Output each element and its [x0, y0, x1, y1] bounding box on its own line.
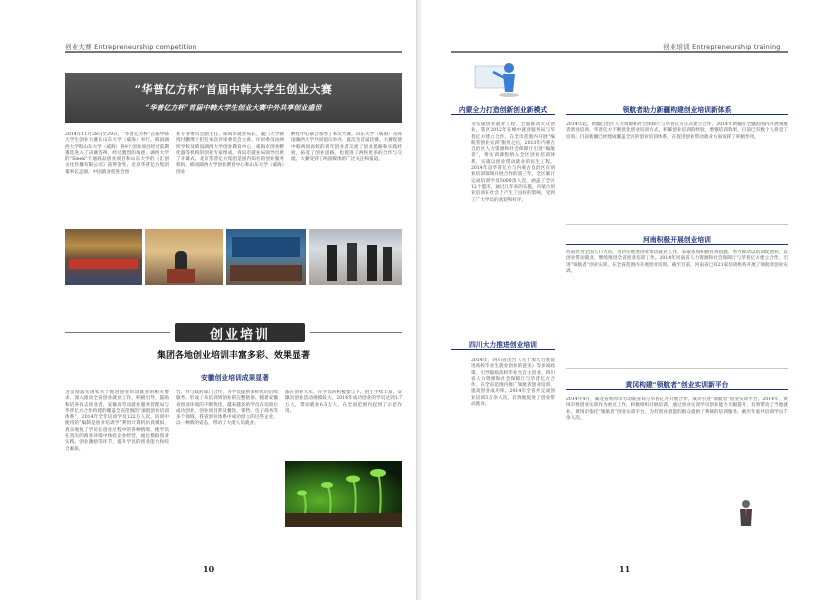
- huanggang-text: 2014年4月，湖北省黄冈市劳动就业局与华普亿方开展合作，成功引进“领航者”创业实训平台。2014年，黄冈市将创业实训作为重点工作，积极组织开展培训，通过创业实训学员创业能力大幅提升，有效带动了当地就业。黄冈市依托“领航者”创业实训平台，为有创业意愿的群众提供了系统的培训服务，截至年底共培训学员千余人次。: [566, 397, 788, 421]
- anhui-column-1: 为贯彻落实国家关于推进创业带动就业的相关要求，深入推动全省创业就业工作，积极引导、鼓励和培养有志创业者，安徽省劳动就业服务管理局与华普亿方合作构建的覆盖全省范围的“滚既创业培训体系”，2014年全年培训学员122万人次。培训中使用的“编制是创业培训学”利用计算机仿真模拟，真实地复了学员在创业过程中的各种情境，使学员在真实的商业环境中体验企业经营，通过模拟创业实践、创业激励等环节，提升学员的创业能力和综合素质。: [65, 390, 169, 452]
- anhui-column-2: 台，并与政府部门合作，为学员提供多样化的后续服务，形成了从培训到创业的完整链条。随着安徽省创业环境的不断优化，越来越多的学员在培训后成功创业，创业项目涉及餐饮、零售、电子商务等多个领域。我省创业体系中成功创立的这些企业，以一种新的姿态，带动了大批人员就业。: [176, 390, 278, 427]
- henan-text: 河南作为全国人口大省，为切实推进创业带动就业工作，采取多项积极有效措施，努力推动以培训促创业，以创业带动就业，继续推进全省创业培训工作。2014年河南省人力资源和社会保障厅与华普亿方建立合作，引进“领航者”创业实训，在全省范围内开展创业培训。截至目前，河南省已有21家培训机构开展了领航者创业实训。: [566, 250, 788, 274]
- banner-title: “华普亿方杯”首届中韩大学生创业大赛: [134, 83, 333, 96]
- huanggang-title: 黄冈构建“领航者”创业实训新平台: [625, 381, 729, 389]
- section-divider: [566, 224, 788, 225]
- title-rule: [566, 114, 788, 115]
- figure-pointing-icon: [473, 60, 523, 98]
- left-page-header: 创业大赛 Entrepreneurship competition: [65, 43, 197, 51]
- businessman-icon: [731, 498, 761, 528]
- left-page: [0, 0, 418, 600]
- red-banner-shape: [69, 259, 138, 269]
- section-divider: [566, 368, 788, 369]
- header-rule: [65, 51, 402, 53]
- right-page: [421, 0, 839, 600]
- article-column-1: 2014年11月28日至29日，“华普亿方杯”首届中韩大学生创业大赛在山东大学（威海）举行。韩国湖西大学和山东大学（威海）各9个创业项目经过前期遴选进入了决赛答辩，经过激烈的角逐，湖西大学的“Sleek”卡通商品创业项目和山东大学的《汇创文化传播有限公司》获得金奖。北京华普亿方集团董事长孟强、中国就业促进会创: [65, 132, 169, 175]
- inner-mongolia-title: 内蒙全力打造创新创业新模式: [458, 106, 548, 114]
- photo-group-award: [65, 229, 142, 285]
- header-rule: [451, 51, 788, 53]
- title-rule: [566, 244, 788, 245]
- photo-certificate: [309, 229, 402, 285]
- xinjiang-title: 领航者助力新疆构建创业培训新体系: [622, 106, 732, 114]
- title-rule: [451, 349, 555, 350]
- right-page-number: 11: [619, 564, 631, 574]
- xinjiang-text: 2014年起，新疆自治区人力资源和社会保障厅与华普亿方正式建立合作，2014年新疆在全疆范围内开展领航者创业培训，华普亿方不断优化创业培训方式，积累创业培训的经验，增强培训效果，目前已有数个人将受了培训。目前新疆已经建成覆盖全区的创业培训体系，在促进创业带动就业方面发挥了积极作用。: [566, 122, 788, 140]
- title-rule: [566, 389, 788, 390]
- training-banner-text: 创业培训: [209, 328, 270, 343]
- plant-sprouts-graphic: [285, 461, 402, 527]
- article-column-3: 孵化中心联合承办了本次大赛。山东大学（威海）及韩国湖西大学共同倡议举办，此次为首届比赛。大赛促使中韩两国高校的青年创业者交流了创业思路和实践经验，拓宽了创业思路，也促进了两校更多的合作与交流。大赛受到了两国媒体的广泛关注和报道。: [291, 132, 402, 163]
- anhui-title: 安徽创业培训成果显著: [201, 374, 269, 382]
- photo-conference: [226, 229, 306, 285]
- deco-line-left: [65, 332, 170, 333]
- deco-line-right: [310, 332, 402, 333]
- training-banner: [175, 323, 305, 342]
- article-column-2: 业专业委员会副主任、威海市就业局长、厦门大学教授付鹏博士担任本次评审委员会主席。评审委员由两所学校及韩国湖西大学创业教育中心，威海市创业孵化器等机构的创业专家组成，青岛市就业局领导出席了开幕式。北京华普亿方集团是国内知名的创业服务机构，韩国湖西大学创业教育中心和山东大学（威海）创业: [176, 132, 284, 175]
- anhui-column-3: 都在创业大军，在学员的积极参与下。由于手续丰富，安徽省创业活动规模较大，2014年成功创业的学员达到1.7万人，带动就业6.5万人，在全国范围内起到了示范作用。: [285, 390, 402, 414]
- title-rule: [451, 114, 555, 115]
- photo-speaker: [145, 229, 223, 285]
- henan-title: 河南积极开展创业培训: [643, 236, 711, 244]
- sichuan-title: 四川大力推进创业培训: [469, 341, 537, 349]
- photo-plants: [285, 461, 402, 527]
- competition-banner: [65, 73, 402, 123]
- left-page-number: 10: [203, 564, 215, 574]
- training-subtitle: 集团各地创业培训丰富多彩、效果显著: [156, 351, 310, 361]
- banner-subtitle: “华普亿方杯”首届中韩大学生创业大赛中外共享创业盛世: [145, 103, 322, 112]
- sichuan-text: 2014年，四川省出台《关于加大力度促进高校毕业生就业创业的意见》等多项政策，引导鼓励高校毕业生自主创业。四川省人力资源和社会保障厅与华普亿方合作，在全省范围内推广领航者创业培训，提高创业成功率。2014年全省共完成创业培训3万余人次，有效地促进了创业带动就业。: [471, 358, 555, 408]
- inner-mongolia-text: 为实施创业就业工程，全面推动大众创业，我区2012年在峰中就业服务局与华普亿方建立合作，在全市范围内开展“编航者创业实训”服务之后，2013年内蒙古自治区人力资源和社会保障厅引进“编航者”，将实训课程纳入全区创业培训体系，实施以创业带动就业的民生工程。2014年是华普亿方与内蒙古自治区在创业培训领域开展合作的第三年，全区累计完成培训学员5000余人次，涵盖了全区12个盟市。通过几年来的实施，内蒙古创业培训在社会上产生了良好的影响，受到了广大学员的欢迎和好评。: [471, 122, 555, 203]
- right-page-header: 创业培训 Entrepreneurship training: [663, 43, 781, 51]
